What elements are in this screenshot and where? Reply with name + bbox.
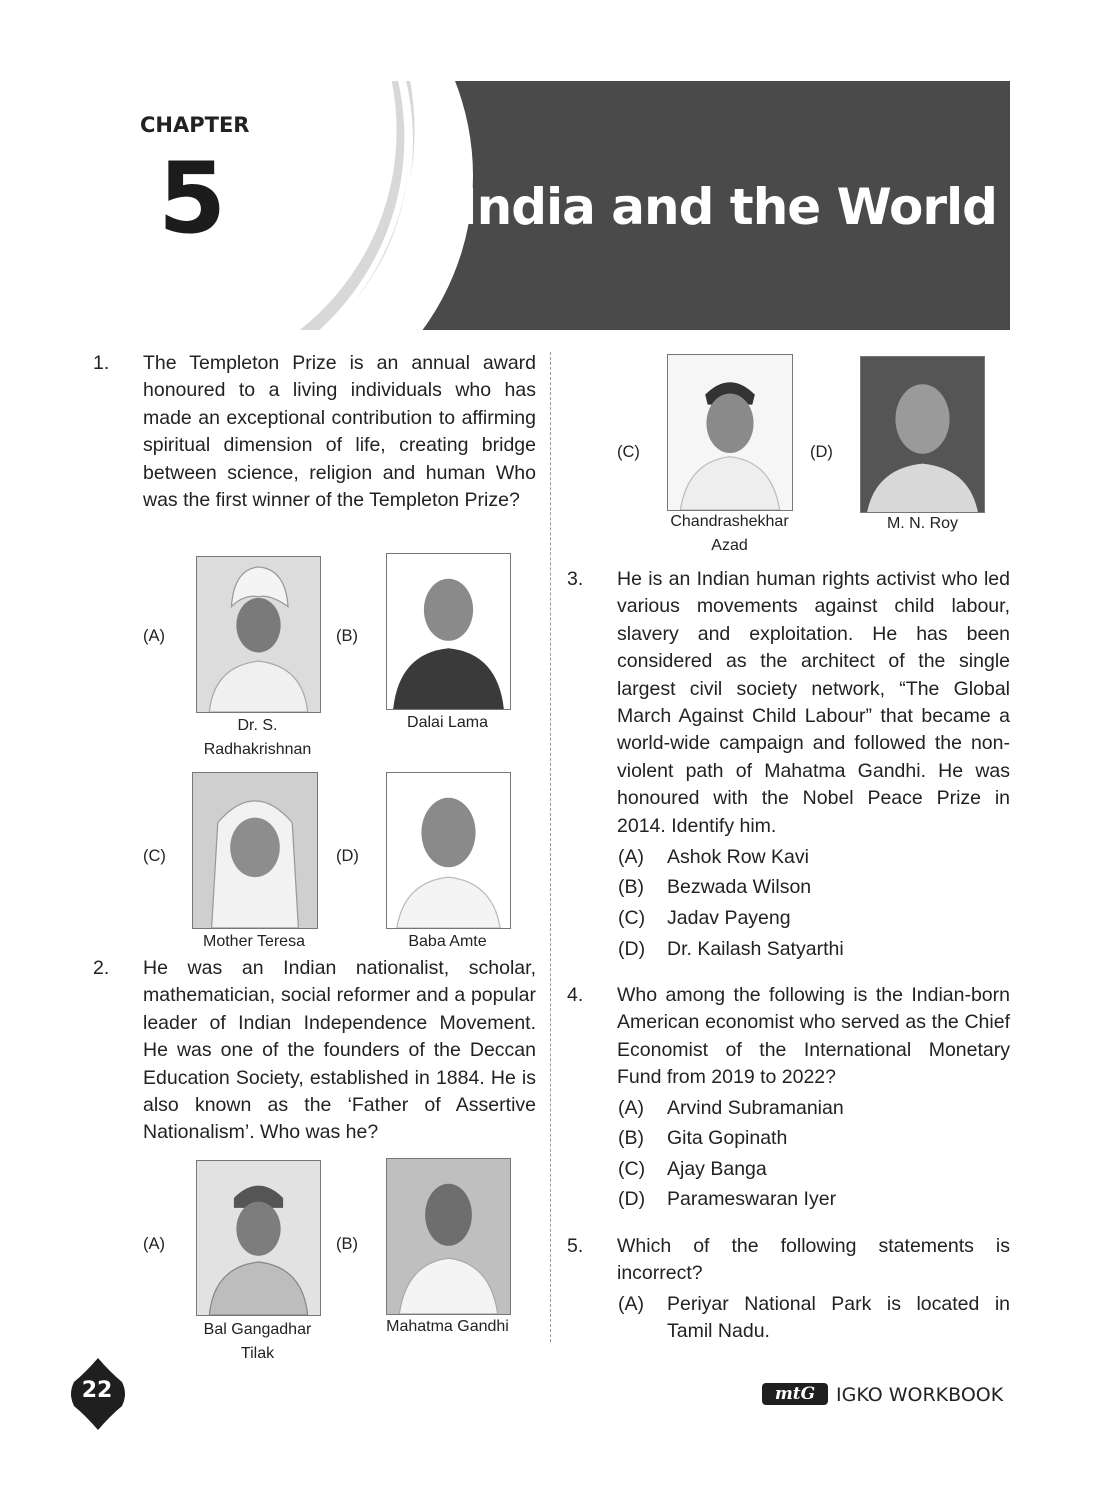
portrait-photo (386, 1158, 511, 1315)
option-label: (B) (618, 1127, 644, 1149)
question-number: 2. (93, 957, 110, 979)
option-label: (A) (618, 1097, 644, 1119)
option-label: (D) (618, 938, 646, 960)
column-divider (550, 352, 551, 1342)
option-caption: Mother Teresa (203, 933, 305, 950)
question-number: 3. (567, 568, 584, 590)
option-text: Parameswaran Iyer (667, 1188, 837, 1210)
option-text: Bezwada Wilson (667, 876, 812, 898)
chapter-title: India and the World (459, 178, 997, 236)
option-caption: Dr. S. Radhakrishnan (203, 717, 312, 758)
option-caption: Dalai Lama (407, 714, 488, 731)
question-text: He was an Indian nationalist, scholar, mathematician, social reformer and a popular leader of Indian Independence Movement. He was one of the founders of the Deccan Education Society, established in 1884. He is also known as the ‘Father of Assertive Nationalism’. Who was he? (143, 957, 536, 1144)
option-label: (D) (618, 1188, 646, 1210)
portrait-photo (196, 556, 321, 713)
option-label: (C) (618, 907, 646, 929)
option-text: Ashok Row Kavi (667, 846, 809, 868)
option-label: (C) (618, 1158, 646, 1180)
question-text: The Templeton Prize is an annual award honoured to a living individuals who has made an exceptional contribution to affirming spiritual dimension of life, creating bridge between science, religion and human Who was the first winner of the Templeton Prize? (143, 352, 536, 512)
option-text: Gita Gopinath (667, 1127, 788, 1149)
option-label: (D) (810, 443, 833, 461)
portrait-photo (192, 772, 318, 929)
option-caption: Bal Gangadhar Tilak (203, 1321, 312, 1362)
option-caption: Mahatma Gandhi (386, 1318, 509, 1335)
portrait-photo (386, 772, 511, 929)
option-label: (D) (336, 847, 359, 865)
option-caption: M. N. Roy (886, 515, 959, 532)
question-text: Which of the following statements is incorrect? (617, 1235, 1010, 1285)
option-label: (C) (143, 847, 166, 865)
option-label: (B) (336, 1235, 358, 1253)
chapter-label: CHAPTER (140, 113, 250, 137)
option-caption: Baba Amte (408, 933, 487, 950)
question-number: 4. (567, 984, 584, 1006)
option-label: (C) (617, 443, 640, 461)
chapter-number: 5 (158, 142, 225, 256)
portrait-photo (196, 1160, 321, 1316)
option-text: Periyar National Park is located in Tamil Nadu. (667, 1293, 1010, 1343)
option-label: (A) (618, 846, 644, 868)
option-text: Jadav Payeng (667, 907, 791, 929)
option-label: (A) (143, 627, 165, 645)
page-number: 22 (81, 1378, 113, 1403)
portrait-photo (386, 553, 511, 710)
question-number: 5. (567, 1235, 584, 1257)
mtg-logo: mtG (762, 1383, 828, 1405)
option-label: (A) (618, 1293, 644, 1315)
option-text: Arvind Subramanian (667, 1097, 844, 1119)
question-text: He is an Indian human rights activist who led various movements against child labour, slavery and exploitation. He has been considered as the architect of the single largest civil society network, “The Global March Against Child Labour” that became a world-wide campaign and followed the non-violent path of Mahatma Gandhi. He was honoured with the Nobel Peace Prize in 2014. Identify him. (617, 568, 1010, 837)
book-title: IGKO WORKBOOK (836, 1384, 1004, 1406)
question-text: Who among the following is the Indian-born American economist who served as the Chief Economist of the International Monetary Fund from 2019 to 2022? (617, 984, 1010, 1089)
option-caption: Chandrashekhar Azad (670, 513, 789, 554)
question-number: 1. (93, 352, 110, 374)
option-text: Ajay Banga (667, 1158, 767, 1180)
option-label: (B) (336, 627, 358, 645)
option-label: (A) (143, 1235, 165, 1253)
portrait-photo (667, 354, 793, 511)
option-text: Dr. Kailash Satyarthi (667, 938, 844, 960)
portrait-photo (860, 356, 985, 513)
option-label: (B) (618, 876, 644, 898)
